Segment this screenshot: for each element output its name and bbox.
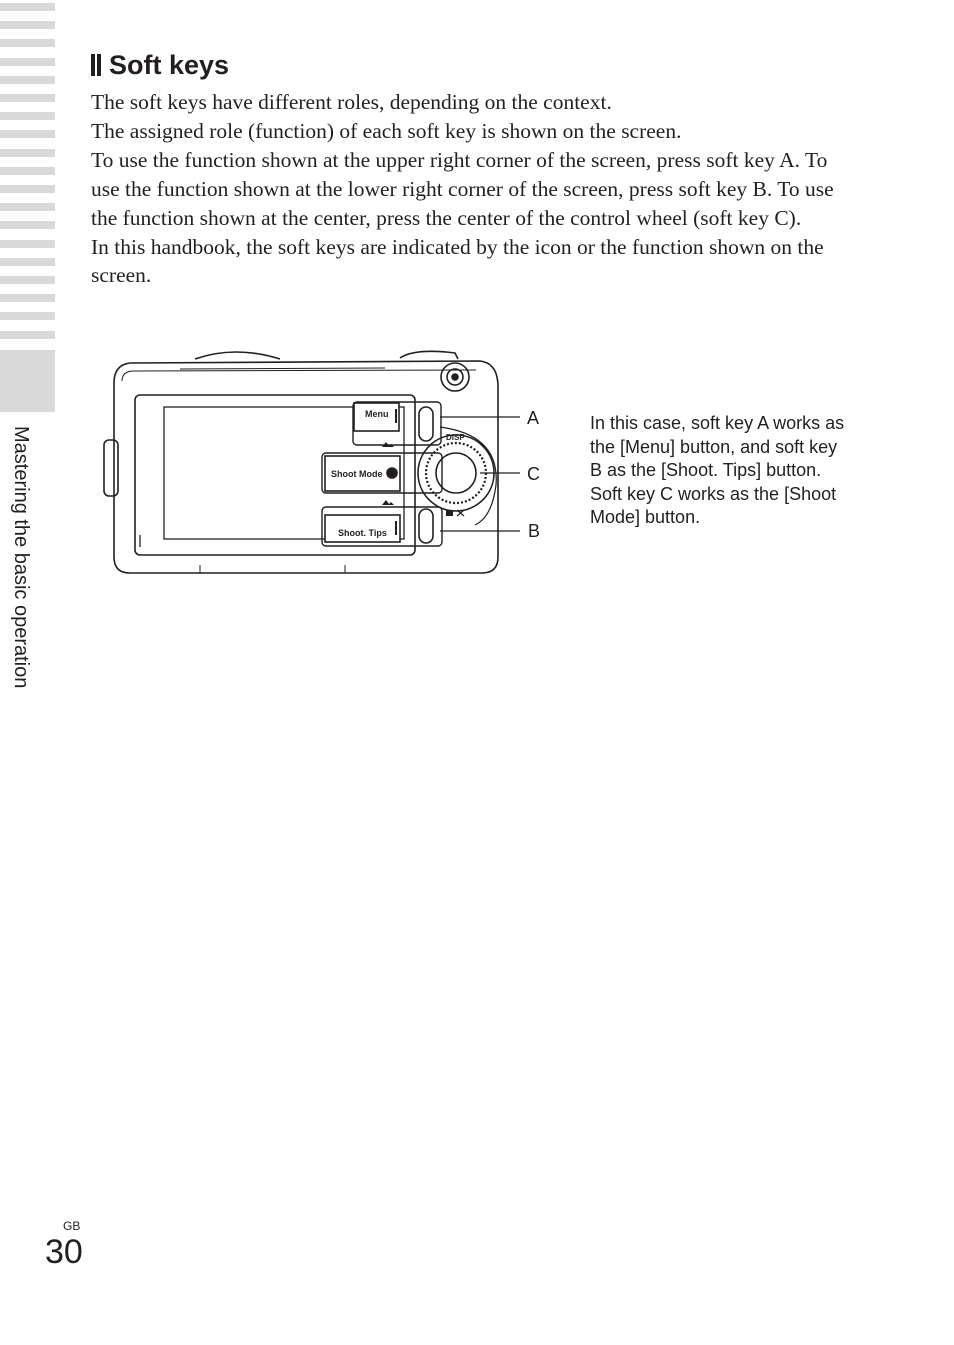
figure-caption: In this case, soft key A works as the [Menu] button, and soft key B as the [Shoot. Tips] button. Soft key C works as the [Shoot Mode] button.	[590, 413, 845, 528]
section-side-label: Mastering the basic operation	[10, 426, 32, 689]
scene-icon	[382, 500, 394, 505]
camera-body-inner	[122, 370, 476, 381]
edge-strip-bar	[0, 276, 55, 284]
edge-strip-bar	[0, 94, 55, 102]
edge-strip	[0, 0, 56, 345]
callout-label-b: B	[528, 521, 541, 541]
page-number: 30	[45, 1233, 83, 1271]
soft-key-b-button	[419, 509, 433, 543]
camera-top-dial	[400, 351, 458, 359]
screen-label-shoot-tips: Shoot. Tips	[338, 528, 387, 538]
body-text	[91, 88, 851, 290]
edge-strip-bar	[0, 58, 55, 66]
camera-top-hump	[195, 352, 280, 359]
edge-strip-bar	[0, 331, 55, 339]
edge-strip-bar	[0, 112, 55, 120]
control-wheel-ring	[426, 443, 486, 503]
edge-strip-bar	[0, 258, 55, 266]
edge-strip-bar	[0, 221, 55, 229]
heading-text: Soft keys	[109, 50, 230, 80]
edge-strip-bar	[0, 21, 55, 29]
paragraph: To use the function shown at the upper right corner of the screen, press soft key A. To use the function shown at the lower right corner of the screen, press soft key B. To use the function shown at the center, press the center of the control wheel (soft key C).	[91, 147, 834, 230]
section-tab	[0, 350, 55, 412]
edge-strip-bar	[0, 39, 55, 47]
heading-marker-icon	[91, 54, 102, 76]
edge-strip-bar	[0, 203, 55, 211]
edge-strip-bar	[0, 240, 55, 248]
exposure-icon	[446, 510, 453, 516]
strap-lug	[104, 440, 118, 496]
edge-strip-bar	[0, 130, 55, 138]
disp-label: DISP	[446, 433, 465, 442]
edge-strip-bar	[0, 167, 55, 175]
edge-strip-bar	[0, 149, 55, 157]
edge-strip-bar	[0, 312, 55, 320]
edge-strip-bar	[0, 294, 55, 302]
soft-key-a-button	[419, 407, 433, 441]
callout-label-c: C	[527, 464, 540, 484]
callout-label-a: A	[527, 408, 540, 428]
edge-strip-bar	[0, 76, 55, 84]
paragraph: The soft keys have different roles, depending on the context.	[91, 90, 612, 114]
edge-strip-bar	[0, 3, 55, 11]
paragraph: In this handbook, the soft keys are indicated by the icon or the function shown on the screen.	[91, 234, 824, 288]
screen-label-shoot-mode: Shoot Mode	[331, 469, 383, 479]
screen-label-menu: Menu	[365, 409, 389, 419]
camera-body	[114, 361, 498, 573]
camera-back-illustration	[100, 345, 560, 585]
page-language-code: GB	[63, 1219, 81, 1233]
paragraph: The assigned role (function) of each soft key is shown on the screen.	[91, 118, 682, 143]
section-heading	[91, 48, 229, 82]
edge-strip-bar	[0, 185, 55, 193]
